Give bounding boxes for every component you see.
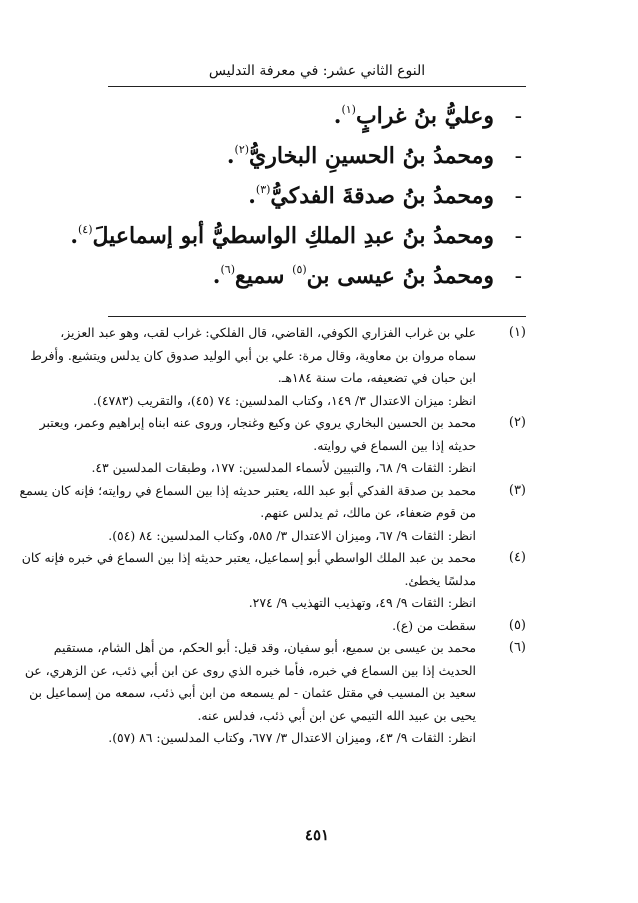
footnote-line: محمد بن عيسى بن سميع، أبو سفيان، وقد قيل: أبو الحكم، من أهل الشام، مستقيم [53, 640, 476, 655]
narrator-name: ومحمدُ بنُ الحسينِ البخاريُّ [249, 143, 494, 169]
footnotes [19, 322, 526, 750]
header-rule [108, 86, 526, 87]
footnote-line: محمد بن عبد الملك الواسطي أبو إسماعيل، يعتبر حديثه إذا بين السماع في خبره فإنه كان [21, 550, 476, 565]
footnote-5 [108, 615, 526, 638]
punctuation: . [70, 223, 78, 249]
footnote-line: حديثه إذا بين السماع في روايته. [313, 437, 476, 453]
footnote-ref[interactable]: (٥) [292, 263, 307, 276]
footnote-line: علي بن غراب الفزاري الكوفي، القاضي، قال الفلكي: غراب لقب، وهو عبد العزيز، [60, 325, 476, 340]
list-dash: - [514, 224, 522, 249]
footnote-line: الحديث إذا بين السماع في خبره، فأما خبره الذي روى عن ابن أبي ذئب، عن الزهري، عن [24, 662, 476, 678]
footnote-source: انظر: ميزان الاعتدال ٣/ ١٤٩، وكتاب المدلسين: ٧٤ (٤٥)، والتقريب (٤٧٨٣). [93, 392, 476, 408]
footnote-3 [19, 480, 526, 548]
footnote-ref[interactable]: (١) [341, 103, 356, 116]
footnote-ref[interactable]: (٤) [78, 223, 93, 236]
footnote-line: محمد بن صدقة الفدكي أبو عبد الله، يعتبر حديثه إذا بين السماع في روايته؛ فإنه كان يسمع [19, 482, 476, 498]
footnote-rule [108, 316, 526, 317]
footnote-6 [24, 637, 526, 750]
narrator-item [108, 136, 526, 176]
footnote-line: سقطت من (ع). [392, 617, 476, 633]
footnote-2 [39, 412, 526, 480]
footnote-line: سعيد بن المسيب في مقتل عثمان - لم يسمعه من ابن أبي ذئب، سمعه من إسماعيل بن [29, 685, 476, 700]
narrator-name: ومحمدُ بنُ عيسى بن [306, 263, 494, 289]
narrator-name: ومحمدُ بنُ عبدِ الملكِ الواسطيُّ أبو إسماعيلَ [92, 223, 494, 249]
list-dash: - [514, 264, 522, 289]
punctuation: . [212, 263, 221, 289]
footnote-line: يحيى بن عبيد الله التيمي عن ابن أبي ذئب، فدلس عنه. [197, 707, 476, 723]
footnote-source: انظر: الثقات ٩/ ٦٨، والتبيين لأسماء المدلسين: ١٧٧، وطبقات المدلسين ٤٣. [91, 460, 476, 475]
footnote-source: انظر: الثقات ٩/ ٤٣، وميزان الاعتدال ٣/ ٦٧٧، وكتاب المدلسين: ٨٦ (٥٧). [108, 730, 476, 745]
footnote-source: انظر: الثقات ٩/ ٤٩، وتهذيب التهذيب ٩/ ٢٧٤. [248, 595, 476, 610]
list-dash: - [514, 184, 522, 209]
footnote-ref[interactable]: (٦) [220, 263, 235, 276]
footnote-4 [21, 547, 526, 615]
list-dash: - [514, 144, 522, 169]
footnote-number: (٣) [508, 482, 526, 498]
narrator-item [108, 256, 526, 296]
narrator-name-cont: سميع [234, 263, 285, 289]
narrator-name: ومحمدُ بنُ صدقةَ الفدكيُّ [270, 183, 494, 209]
narrator-name: وعليُّ بنُ غرابٍ [355, 103, 494, 129]
footnote-ref[interactable]: (٣) [255, 183, 271, 196]
footnote-ref[interactable]: (٢) [234, 143, 250, 156]
footnote-line: ابن حبان في تضعيفه، مات سنة ١٨٤هـ. [277, 370, 476, 385]
footnote-number: (٢) [508, 415, 526, 430]
footnote-line: من قوم ضعفاء، عن مالك، ثم يدلس عنهم. [260, 505, 476, 520]
punctuation: . [226, 143, 235, 169]
running-header: النوع الثاني عشر: في معرفة التدليس [208, 63, 426, 79]
footnote-number: (٥) [508, 617, 526, 633]
punctuation: . [248, 183, 256, 209]
narrator-item [70, 216, 526, 256]
footnote-line: سماه مروان بن معاوية، وقال مرة: علي بن أبي الوليد صدوق كان يدلس ويتشيع. وأفرط [30, 347, 476, 363]
footnote-number: (٦) [508, 640, 526, 655]
punctuation: . [333, 103, 342, 129]
footnote-source: انظر: الثقات ٩/ ٦٧، وميزان الاعتدال ٣/ ٥٨٥، وكتاب المدلسين: ٨٤ (٥٤). [108, 527, 476, 543]
footnote-line: مدلسًا يخطئ. [404, 572, 476, 588]
narrator-list [70, 96, 526, 296]
footnote-1 [30, 322, 526, 412]
narrator-item [108, 96, 526, 136]
footnote-number: (٤) [508, 550, 526, 565]
footnote-number: (١) [508, 325, 526, 340]
list-dash: - [514, 104, 522, 129]
footnote-line: محمد بن الحسين البخاري يروي عن وكيع وغنجار، وروى عنه ابناه إبراهيم وعمر، ويعتبر [39, 415, 476, 430]
narrator-item [108, 176, 526, 216]
page-number: ٤٥١ [304, 826, 330, 844]
